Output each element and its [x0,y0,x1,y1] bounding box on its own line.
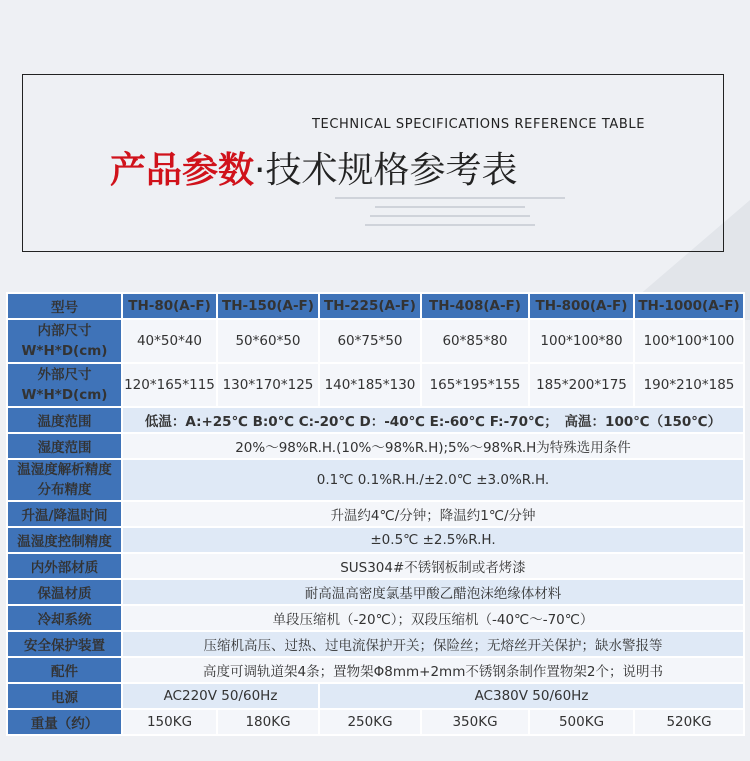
cell: 压缩机高压、过热、过电流保护开关；保险丝；无熔丝开关保护；缺水警报等 [122,631,744,657]
cell: 0.1℃ 0.1%R.H./±2.0℃ ±3.0%R.H. [122,459,744,501]
table-header-row [7,293,744,319]
title-dot: · [254,150,266,191]
table-row [7,709,744,735]
header-cell: TH-408(A-F) [421,293,529,319]
cell: 250KG [319,709,421,735]
cell: 140*185*130 [319,363,421,407]
table-row [7,683,744,709]
header-cell: TH-80(A-F) [122,293,217,319]
table-row [7,501,744,527]
row-label: 内部尺寸 W*H*D(cm) [7,319,122,363]
cell: 120*165*115 [122,363,217,407]
cell: 100*100*80 [529,319,634,363]
cell: 单段压缩机（-20℃）；双段压缩机（-40℃～-70℃） [122,605,744,631]
cell: 100*100*100 [634,319,744,363]
cell: 150KG [122,709,217,735]
row-label: 温度范围 [7,407,122,433]
title-black-part: 技术规格参考表 [265,150,518,191]
table-row [7,363,744,407]
row-label: 温湿度控制精度 [7,527,122,553]
row-label: 配件 [7,657,122,683]
cell: 180KG [217,709,319,735]
table-row [7,657,744,683]
page-title [110,142,517,193]
cell: 520KG [634,709,744,735]
row-label: 冷却系统 [7,605,122,631]
table-row [7,579,744,605]
decorative-fine-print [300,197,600,233]
table-row [7,319,744,363]
cell: 190*210*185 [634,363,744,407]
cell: 升温约4℃/分钟；降温约1℃/分钟 [122,501,744,527]
cell: 500KG [529,709,634,735]
cell: 耐高温高密度氯基甲酸乙醋泡沫绝缘体材料 [122,579,744,605]
cell: 185*200*175 [529,363,634,407]
cell: 165*195*155 [421,363,529,407]
row-label: 重量（约） [7,709,122,735]
cell: SUS304#不锈钢板制或者烤漆 [122,553,744,579]
title-red-part: 产品参数 [110,150,255,191]
table-row [7,605,744,631]
table-row [7,553,744,579]
cell: 40*50*40 [122,319,217,363]
cell: AC220V 50/60Hz [122,683,319,709]
table-row [7,631,744,657]
table-row [7,407,744,433]
row-label: 湿度范围 [7,433,122,459]
header-cell: TH-1000(A-F) [634,293,744,319]
cell: 低温：A:+25℃ B:0℃ C:-20℃ D：-40℃ E:-60℃ F:-70℃； 高温：100℃（150℃） [122,407,744,433]
row-label: 温湿度解析精度 分布精度 [7,459,122,501]
header-cell: TH-800(A-F) [529,293,634,319]
cell: AC380V 50/60Hz [319,683,744,709]
header-cell: 型号 [7,293,122,319]
header-cell: TH-225(A-F) [319,293,421,319]
table-row [7,527,744,553]
spec-table [6,292,745,736]
cell: 50*60*50 [217,319,319,363]
table-row [7,459,744,501]
row-label: 电源 [7,683,122,709]
cell: 高度可调轨道架4条；置物架Φ8mm+2mm不锈钢条制作置物架2个；说明书 [122,657,744,683]
cell: 20%～98%R.H.(10%～98%R.H);5%～98%R.H为特殊选用条件 [122,433,744,459]
cell: 60*85*80 [421,319,529,363]
row-label: 安全保护装置 [7,631,122,657]
cell: 60*75*50 [319,319,421,363]
row-label: 内外部材质 [7,553,122,579]
subtitle-english: TECHNICAL SPECIFICATIONS REFERENCE TABLE [312,117,646,132]
cell: 130*170*125 [217,363,319,407]
header-cell: TH-150(A-F) [217,293,319,319]
table-row [7,433,744,459]
cell: ±0.5℃ ±2.5%R.H. [122,527,744,553]
row-label: 外部尺寸 W*H*D(cm) [7,363,122,407]
cell: 350KG [421,709,529,735]
row-label: 升温/降温时间 [7,501,122,527]
row-label: 保温材质 [7,579,122,605]
